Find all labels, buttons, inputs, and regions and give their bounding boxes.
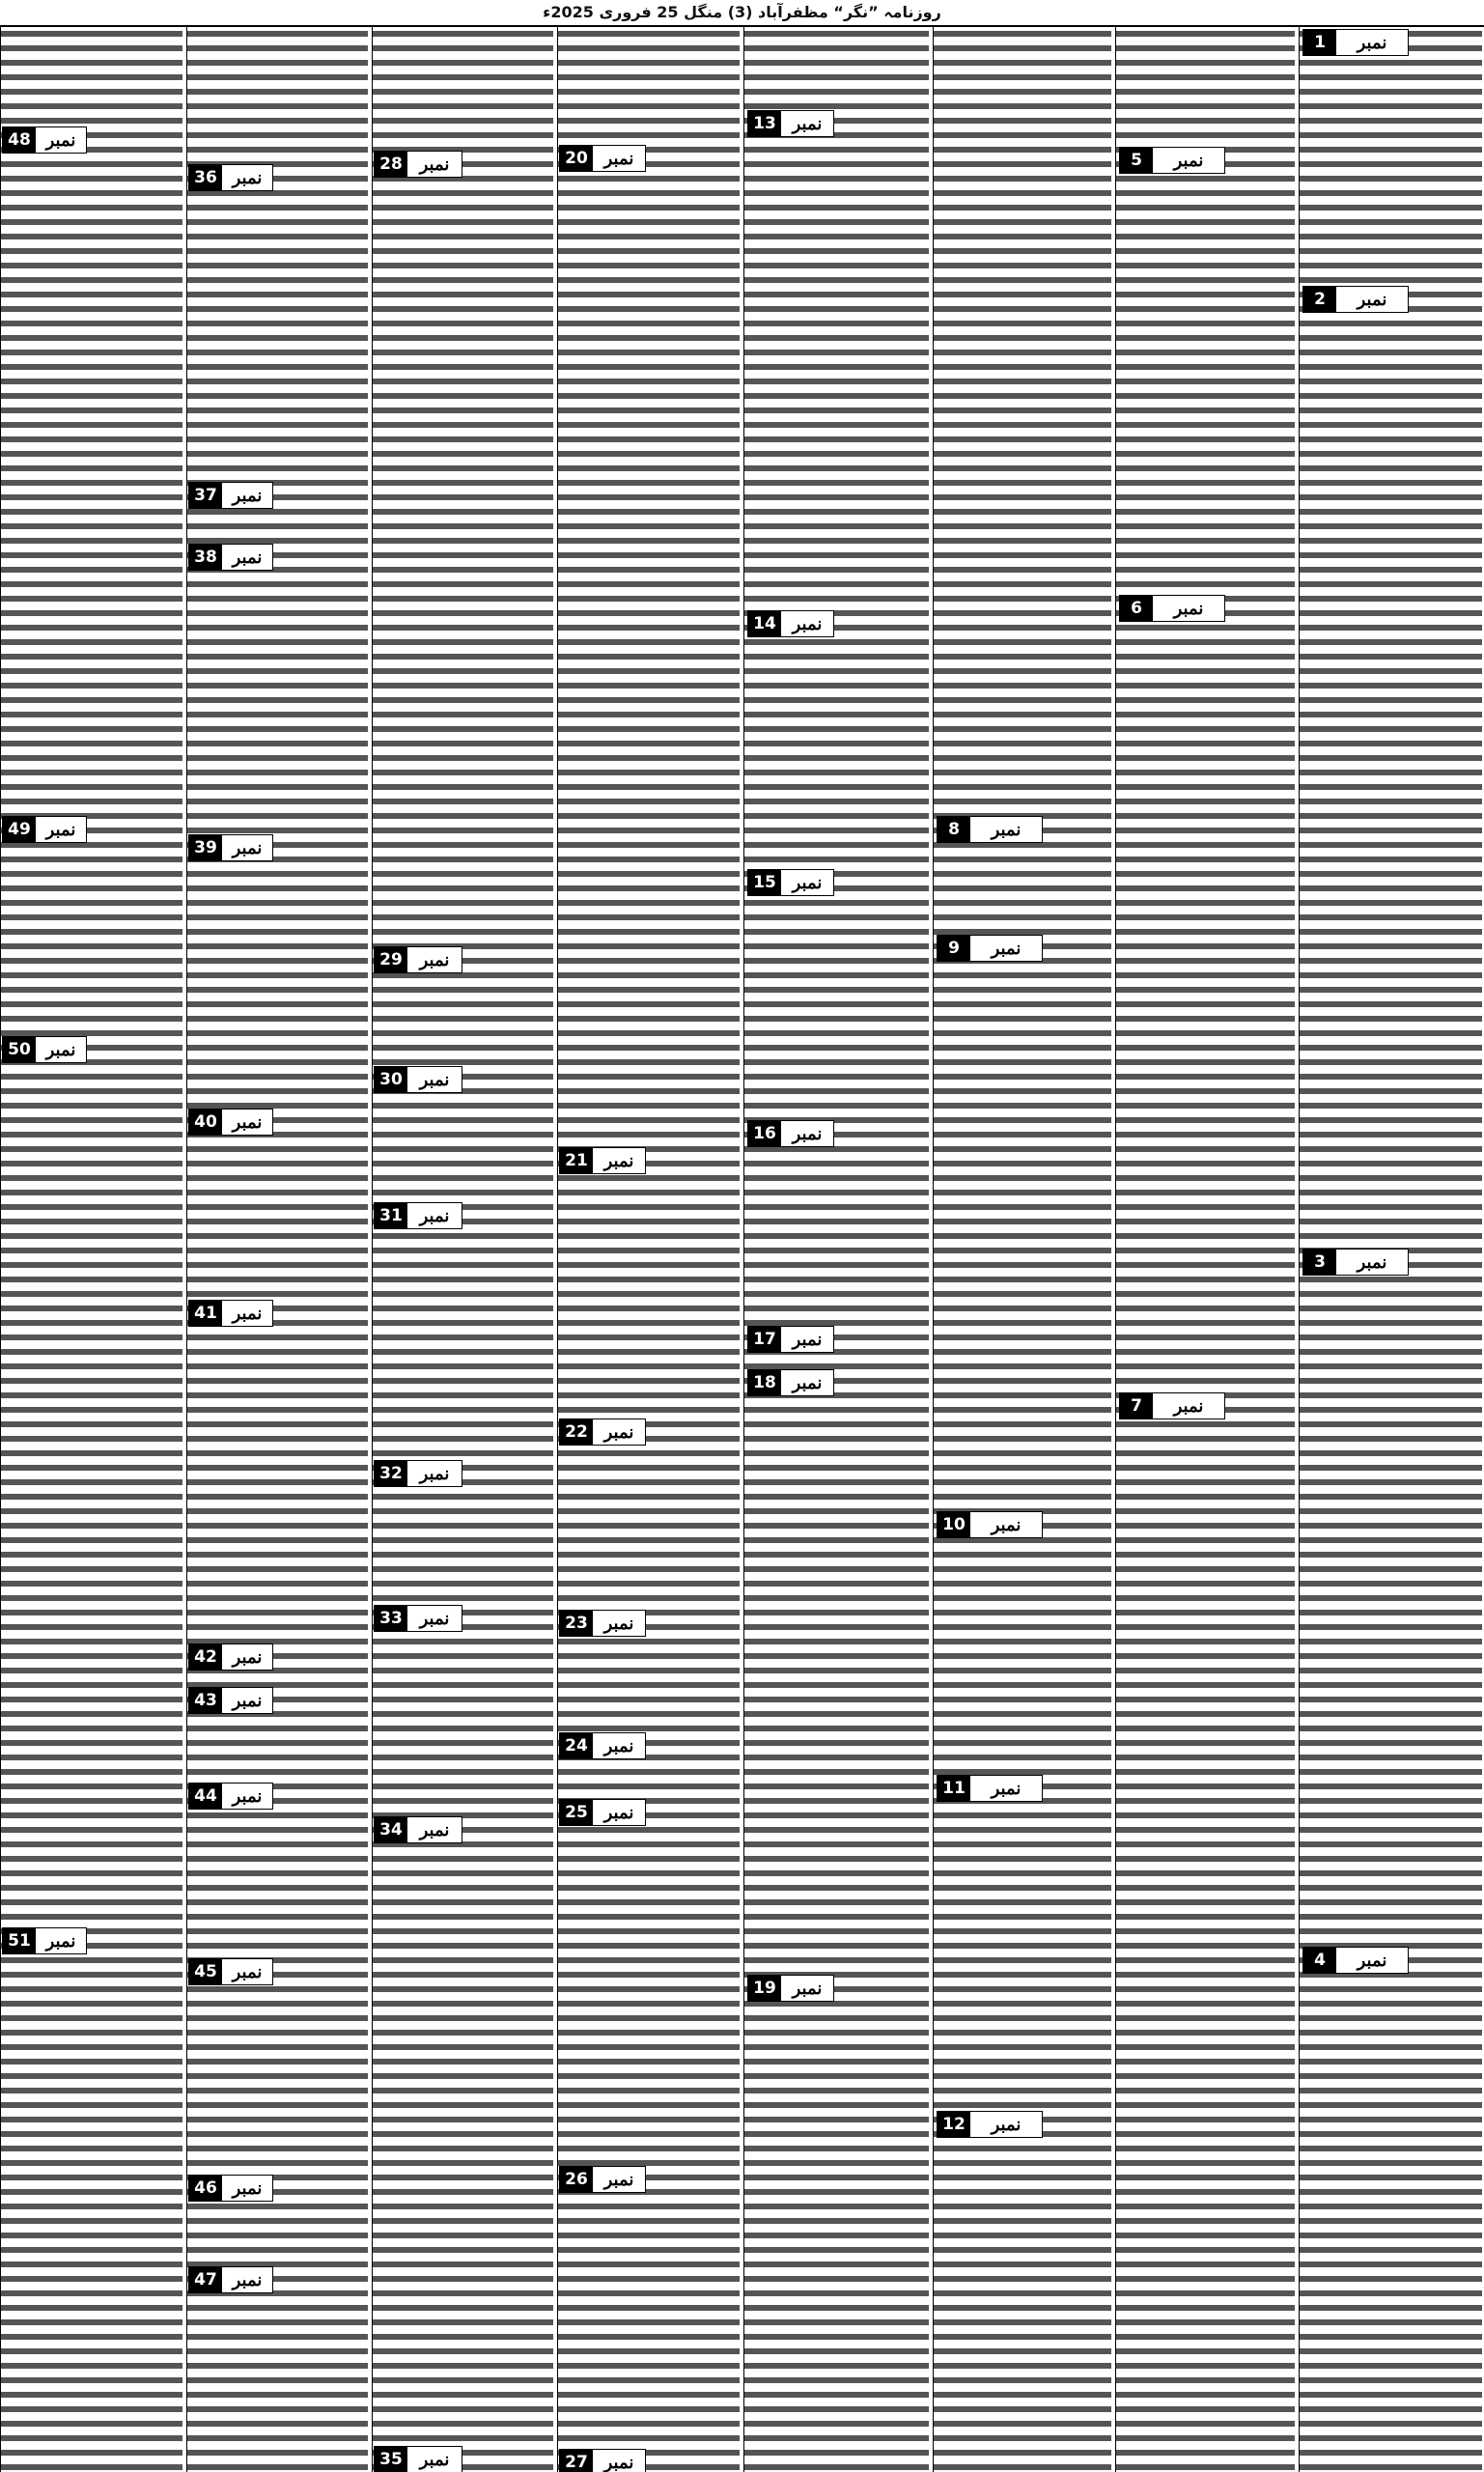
- section-marker: 16 نمبر: [747, 1120, 834, 1147]
- section-marker: 44 نمبر: [188, 1783, 273, 1810]
- column-4: [743, 27, 929, 2472]
- section-marker: 48 نمبر: [2, 126, 87, 154]
- section-marker: 17 نمبر: [747, 1326, 834, 1353]
- section-marker: 14 نمبر: [747, 610, 834, 637]
- section-marker: 21 نمبر: [559, 1147, 646, 1174]
- section-marker: 28 نمبر: [374, 151, 462, 178]
- section-marker: 38 نمبر: [188, 544, 273, 571]
- section-marker: 15 نمبر: [747, 869, 834, 896]
- section-marker: 13 نمبر: [747, 110, 834, 137]
- column-7: [186, 27, 368, 2472]
- section-marker: 31 نمبر: [374, 1202, 462, 1229]
- masthead: روزنامہ ”نگر“ مظفرآباد (3) منگل 25 فروری 2025ء: [0, 0, 1484, 27]
- section-marker: 43 نمبر: [188, 1687, 273, 1714]
- section-marker: 18 نمبر: [747, 1369, 834, 1396]
- section-marker: 45 نمبر: [188, 1958, 273, 1985]
- section-marker: 9 نمبر: [937, 935, 1043, 962]
- section-marker: 4 نمبر: [1302, 1947, 1409, 1974]
- section-marker: 22 نمبر: [559, 1419, 646, 1446]
- column-6: [372, 27, 553, 2472]
- section-marker: 36 نمبر: [188, 164, 273, 191]
- section-marker: 19 نمبر: [747, 1975, 834, 2002]
- section-marker: 7 نمبر: [1119, 1392, 1225, 1419]
- section-marker: 30 نمبر: [374, 1066, 462, 1093]
- column-2: [1115, 27, 1295, 2472]
- section-marker: 23 نمبر: [559, 1610, 646, 1637]
- section-marker: 26 نمبر: [559, 2166, 646, 2193]
- section-marker: 24 نمبر: [559, 1732, 646, 1759]
- section-marker: 25 نمبر: [559, 1799, 646, 1826]
- section-marker: 42 نمبر: [188, 1643, 273, 1671]
- section-marker: 2 نمبر: [1302, 286, 1409, 313]
- column-1: [1299, 27, 1482, 2472]
- section-marker: 10 نمبر: [937, 1511, 1043, 1538]
- section-marker: 6 نمبر: [1119, 595, 1225, 622]
- section-marker: 29 نمبر: [374, 946, 462, 973]
- section-marker: 8 نمبر: [937, 816, 1043, 843]
- section-marker: 33 نمبر: [374, 1605, 462, 1632]
- section-marker: 40 نمبر: [188, 1109, 273, 1136]
- section-marker: 35 نمبر: [374, 2446, 462, 2472]
- section-marker: 51 نمبر: [2, 1927, 87, 1954]
- section-marker: 41 نمبر: [188, 1300, 273, 1327]
- section-marker: 5 نمبر: [1119, 147, 1225, 174]
- section-marker: 47 نمبر: [188, 2266, 273, 2293]
- section-marker: 49 نمبر: [2, 816, 87, 843]
- column-8: [0, 27, 182, 2472]
- section-marker: 3 نمبر: [1302, 1249, 1409, 1276]
- section-marker: 39 نمبر: [188, 834, 273, 861]
- column-3: [933, 27, 1111, 2472]
- section-marker: 37 نمبر: [188, 482, 273, 509]
- section-marker: 50 نمبر: [2, 1036, 87, 1063]
- section-marker: 27 نمبر: [559, 2449, 646, 2472]
- section-marker: 46 نمبر: [188, 2175, 273, 2202]
- section-marker: 11 نمبر: [937, 1775, 1043, 1802]
- section-marker: 12 نمبر: [937, 2111, 1043, 2138]
- section-marker: 34 نمبر: [374, 1816, 462, 1843]
- column-5: [557, 27, 740, 2472]
- section-marker: 1 نمبر: [1302, 29, 1409, 56]
- section-marker: 32 نمبر: [374, 1460, 462, 1487]
- section-marker: 20 نمبر: [559, 145, 646, 172]
